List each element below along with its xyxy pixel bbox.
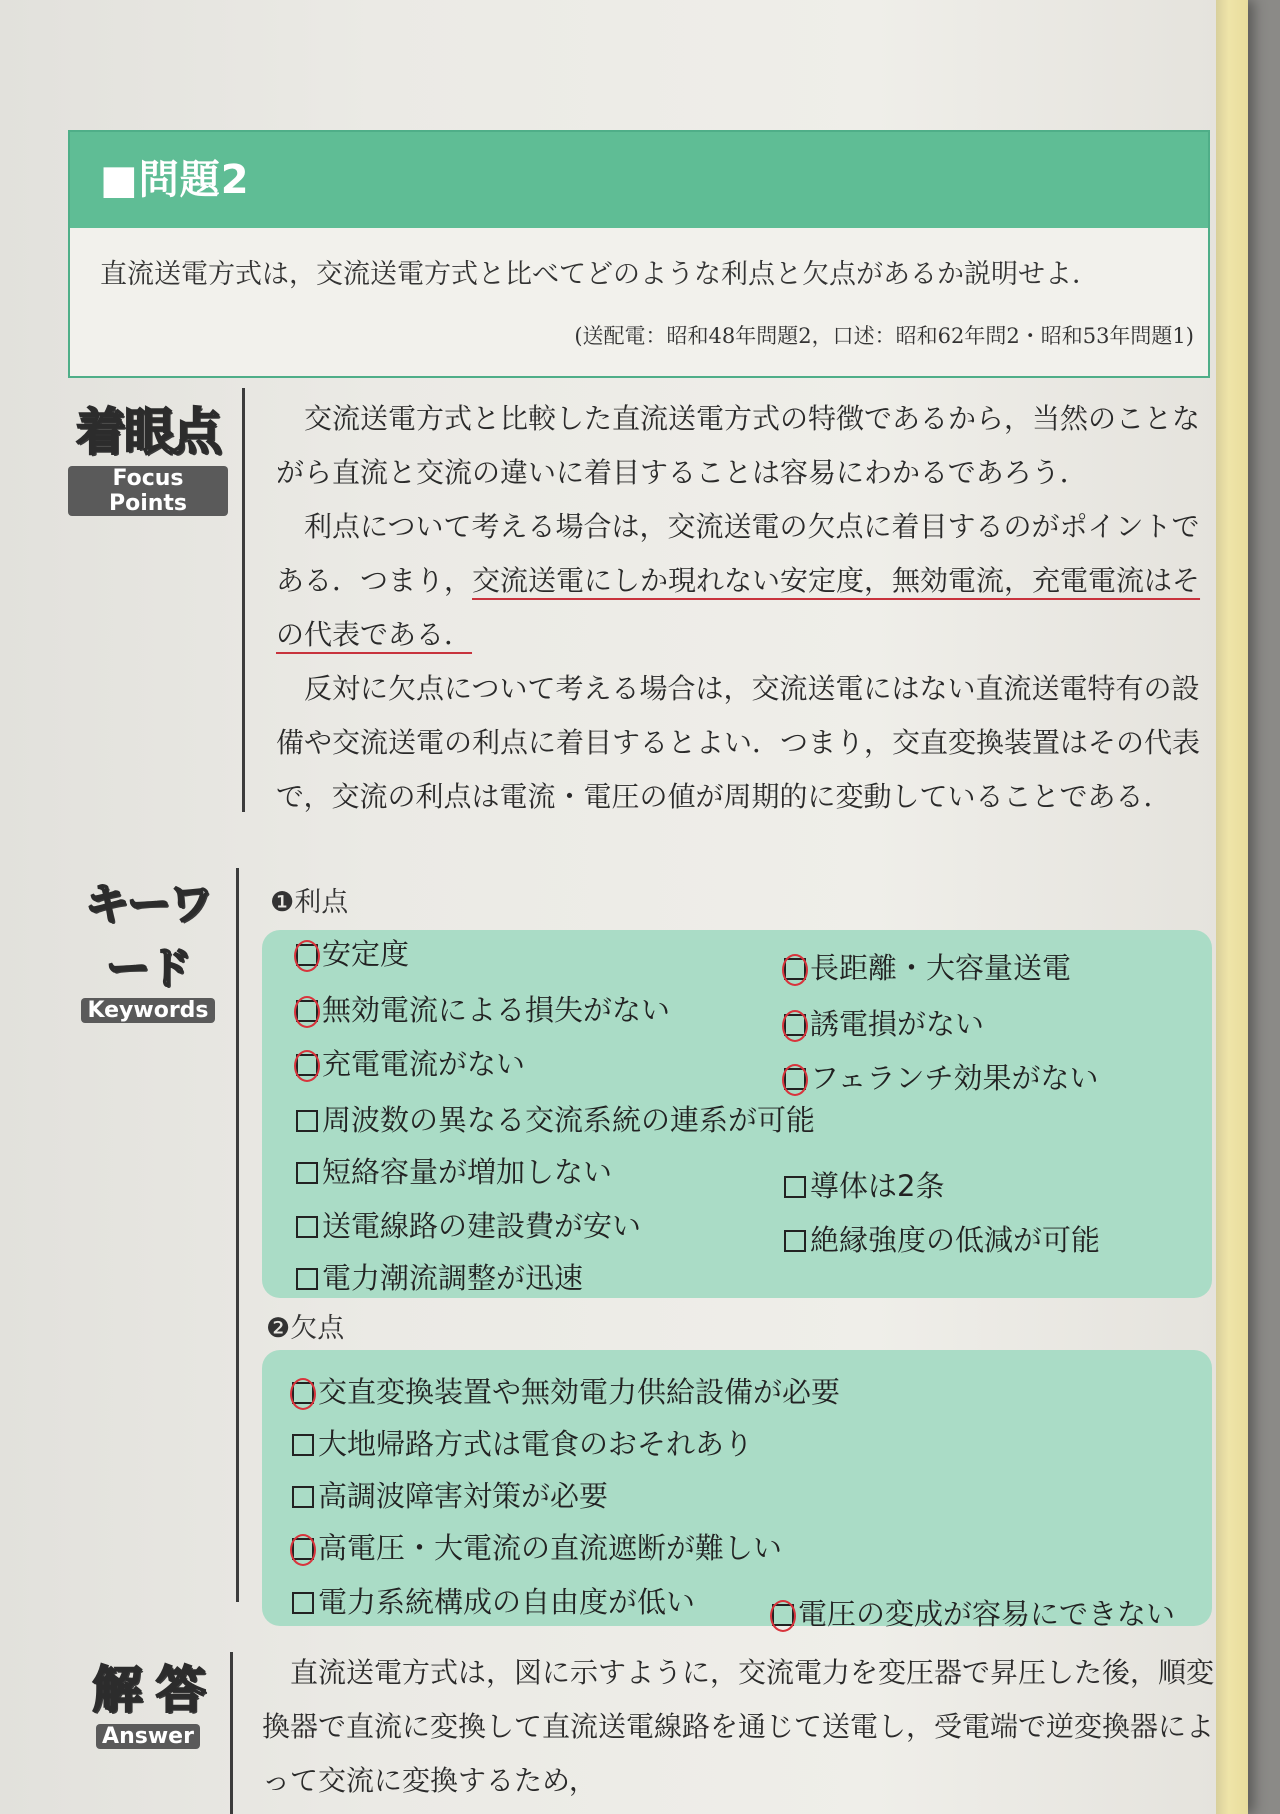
keyword-text: フェランチ効果がない [810, 1061, 1099, 1095]
keyword-text: 電力潮流調整が迅速 [322, 1261, 584, 1295]
checkbox [292, 1486, 314, 1508]
answer-label-en: Answer [96, 1724, 200, 1749]
keyword-item [292, 1370, 840, 1411]
checkbox [296, 1054, 318, 1076]
keyword-text: 電力系統構成の自由度が低い [318, 1585, 696, 1619]
keyword-text: 高電圧・大電流の直流遮断が難しい [318, 1531, 783, 1565]
keyword-text: 交直変換装置や無効電力供給設備が必要 [318, 1375, 841, 1409]
keyword-item [296, 1042, 525, 1083]
keyword-text: 導体は2条 [810, 1169, 945, 1203]
checkbox [296, 1216, 318, 1238]
keywords-divider [236, 868, 239, 1602]
keyword-item [292, 1422, 753, 1463]
focus-label-jp: 着眼点 [76, 403, 220, 461]
keyword-item [784, 1218, 1100, 1259]
keyword-item [292, 1580, 695, 1621]
problem-source: (送配電：昭和48年問題2，口述：昭和62年問2・昭和53年問題1) [574, 324, 1194, 348]
focus-paragraph-1: 交流送電方式と比較した直流送電方式の特徴であるから，当然のことながら直流と交流の違いに着目することは容易にわかるであろう． [276, 402, 1201, 489]
checkbox [292, 1538, 314, 1560]
keyword-item [784, 946, 1071, 987]
problem-question: 直流送電方式は，交流送電方式と比べてどのような利点と欠点があるか説明せよ． [100, 259, 1099, 290]
keyword-text: 安定度 [322, 937, 410, 971]
checkbox [296, 1110, 318, 1132]
answer-divider [230, 1652, 233, 1814]
keyword-text: 長距離・大容量送電 [810, 951, 1072, 985]
keyword-item [296, 1098, 815, 1139]
keyword-item [772, 1592, 1175, 1633]
focus-paragraph-2 [276, 500, 1216, 662]
focus-label [68, 392, 228, 516]
disadvantages-heading: ❷欠点 [266, 1313, 345, 1344]
keyword-item [292, 1526, 782, 1567]
checkbox [296, 1268, 318, 1290]
checkbox [292, 1434, 314, 1456]
keyword-item [296, 1150, 612, 1191]
keyword-text: 無効電流による損失がない [322, 993, 671, 1027]
keyword-text: 充電電流がない [322, 1047, 526, 1081]
checkbox [784, 1230, 806, 1252]
checkbox [784, 1176, 806, 1198]
keywords-label-en: Keywords [81, 998, 214, 1023]
keyword-item [296, 1204, 641, 1245]
keyword-item [784, 1164, 944, 1205]
keyword-text: 誘電損がない [810, 1007, 985, 1041]
checkbox [296, 1162, 318, 1184]
answer-label [68, 1650, 228, 1749]
keyword-item [296, 988, 670, 1029]
focus-paragraph-2-a: 利点について考える場合は，交流送電の欠点に着目するのがポイントである．つまり， [276, 510, 1200, 597]
checkbox [784, 958, 806, 980]
checkbox [784, 1014, 806, 1036]
checkbox [296, 944, 318, 966]
problem-box [68, 130, 1210, 378]
keyword-item [784, 1056, 1099, 1097]
keyword-text: 高調波障害対策が必要 [318, 1479, 609, 1513]
checkbox [784, 1068, 806, 1090]
keyword-text: 電圧の変成が容易にできない [798, 1597, 1176, 1631]
keyword-text: 大地帰路方式は電食のおそれあり [318, 1427, 754, 1461]
focus-paragraph-3: 反対に欠点について考える場合は，交流送電にはない直流送電特有の設備や交流送電の利点に着目するとよい．つまり，交直変換装置はその代表で，交流の利点は電流・電圧の値が周期的に変動していることである． [276, 672, 1201, 813]
focus-label-en: Focus Points [68, 466, 228, 516]
checkbox [292, 1592, 314, 1614]
answer-paragraph: 直流送電方式は，図に示すように，交流電力を変圧器で昇圧した後，順変換器で直流に変換して直流送電線路を通じて送電し，受電端で逆変換器によって交流に変換するため， [262, 1656, 1215, 1797]
keywords-label-jp: キーワード [85, 879, 211, 994]
keyword-item [296, 932, 409, 973]
keyword-text: 短絡容量が増加しない [322, 1155, 613, 1189]
keyword-text: 周波数の異なる交流系統の連系が可能 [322, 1103, 816, 1137]
keyword-text: 送電線路の建設費が安い [322, 1209, 642, 1243]
checkbox [772, 1604, 794, 1626]
keyword-item [296, 1256, 583, 1297]
advantages-heading: ❶利点 [270, 887, 349, 918]
answer-label-jp: 解 答 [92, 1661, 204, 1719]
focus-text [276, 392, 1216, 824]
answer-text [262, 1646, 1222, 1808]
focus-divider [242, 388, 245, 812]
problem-header: ■問題2 [70, 132, 1208, 228]
focus-underlined-text: 交流送電にしか現れない安定度，無効電流，充電電流はその代表である． [276, 564, 1201, 651]
checkbox [292, 1382, 314, 1404]
keyword-item [784, 1002, 984, 1043]
keyword-item [292, 1474, 608, 1515]
keywords-label [68, 868, 228, 1023]
keyword-text: 絶縁強度の低減が可能 [810, 1223, 1101, 1257]
page-edge [1216, 0, 1248, 1814]
checkbox [296, 1000, 318, 1022]
